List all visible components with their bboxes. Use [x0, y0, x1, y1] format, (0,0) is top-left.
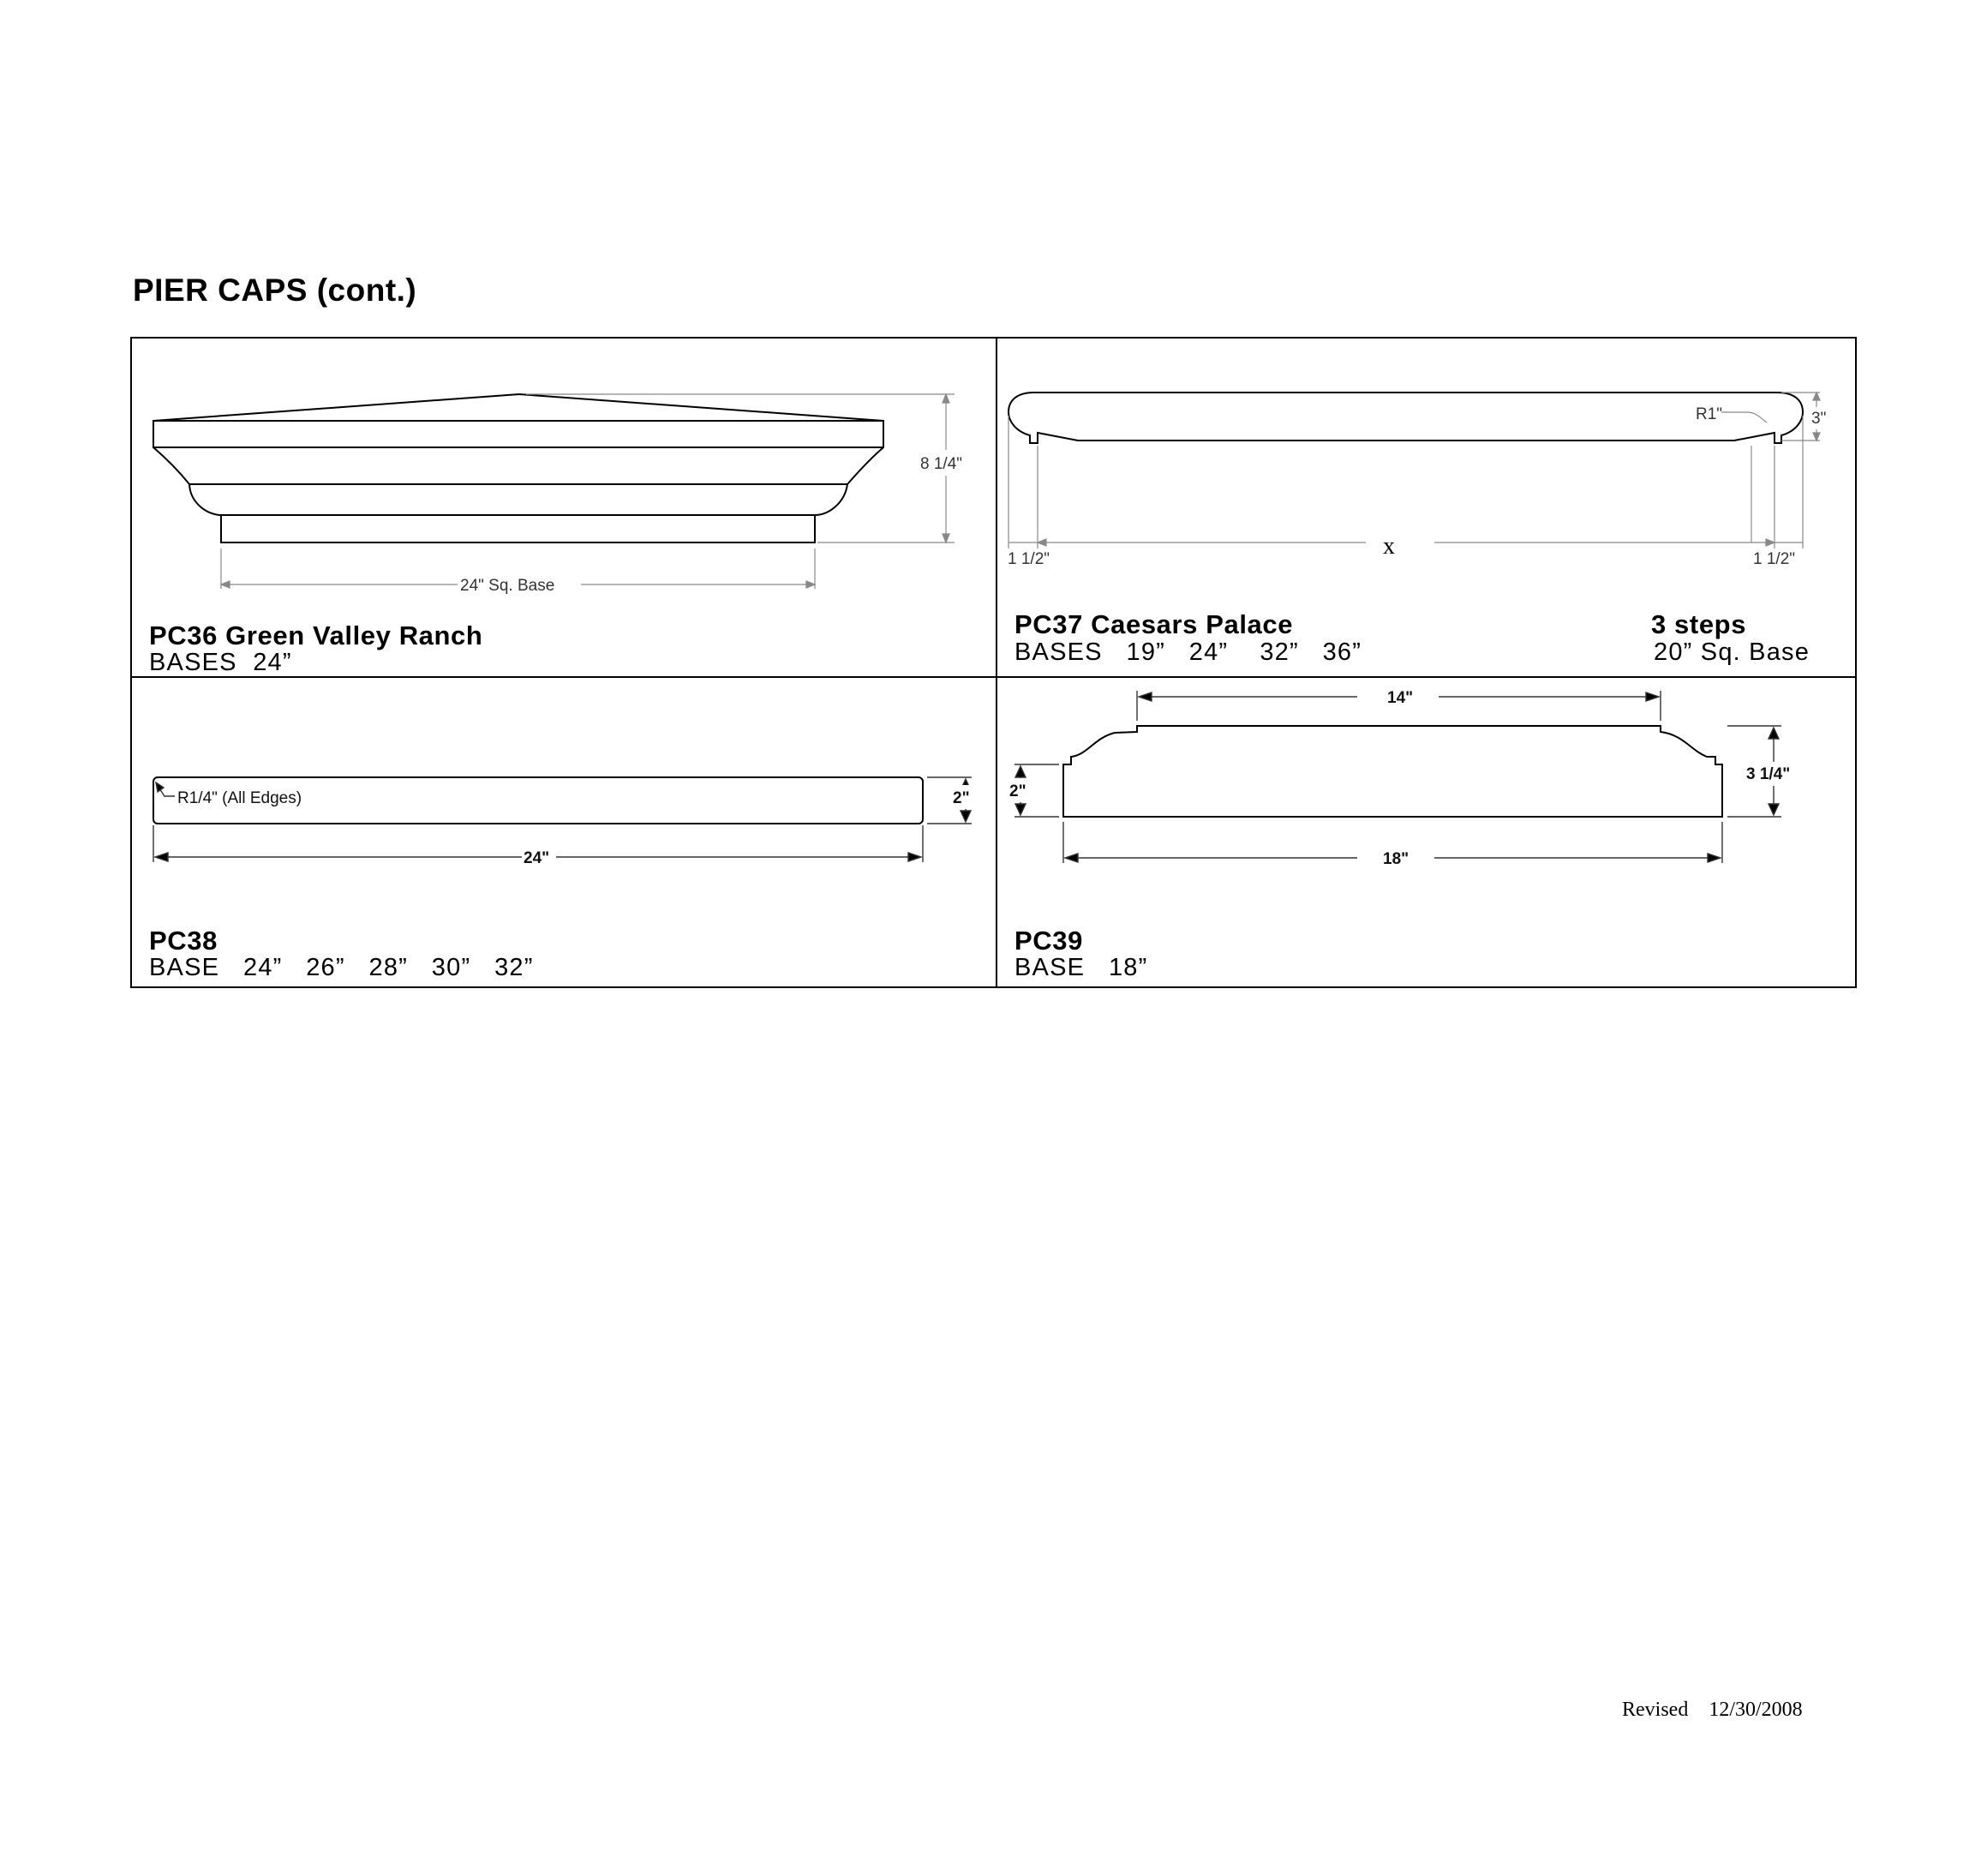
revised-note [1622, 1699, 1803, 1722]
pc39-profile [1063, 726, 1722, 817]
pc36-bases: BASES 24” [149, 649, 292, 676]
pc37-steps: 3 steps [1651, 609, 1747, 639]
pc37-height-dimension: 3" [1811, 410, 1827, 428]
pc39-cell [997, 678, 1857, 988]
pc37-cell [997, 339, 1857, 676]
pc39-title: PC39 [1014, 926, 1083, 956]
pc37-profile [1008, 393, 1803, 443]
pc37-x-label: x [1383, 533, 1395, 560]
pier-caps-table [130, 337, 1857, 988]
pc38-length-dimension: 24" [524, 849, 550, 867]
pc36-torus-molding [189, 484, 847, 515]
pc36-base-dimension: 24" Sq. Base [460, 577, 555, 595]
pc37-sq-base: 20” Sq. Base [1654, 638, 1810, 666]
pc37-bases: BASES 19” 24” 32” 36” [1014, 638, 1362, 666]
pc39-drawing [997, 678, 1857, 988]
pc36-height-dimension: 8 1/4" [920, 455, 963, 473]
revised-label: Revised [1622, 1699, 1689, 1721]
pc36-top-slab [153, 421, 883, 447]
revised-date: 12/30/2008 [1709, 1699, 1803, 1721]
pc36-cove-molding [153, 447, 883, 484]
pc39-right-dimension: 3 1/4" [1746, 765, 1791, 783]
pc39-left-dimension: 2" [1009, 782, 1026, 800]
pc36-base-block [221, 515, 815, 542]
pc36-roof-line [153, 394, 883, 421]
pc36-cell [132, 339, 996, 676]
pc36-title: PC36 Green Valley Ranch [149, 620, 483, 650]
pc37-right-offset: 1 1/2" [1753, 550, 1796, 568]
pc38-drawing [132, 678, 996, 988]
pc38-radius-label: R1/4" (All Edges) [177, 789, 302, 807]
pc38-title: PC38 [149, 926, 218, 956]
pc38-bases: BASE 24” 26” 28” 30” 32” [149, 954, 534, 981]
pc37-title: PC37 Caesars Palace [1014, 609, 1294, 639]
page-title: PIER CAPS (cont.) [133, 273, 417, 308]
pc39-bases: BASE 18” [1014, 954, 1148, 981]
pc38-height-dimension: 2" [953, 789, 970, 807]
pc39-top-dimension: 14" [1387, 689, 1414, 707]
pc37-left-offset: 1 1/2" [1008, 550, 1050, 568]
pc38-cell [132, 678, 996, 988]
pc37-radius-label: R1" [1696, 405, 1723, 423]
pc39-bottom-dimension: 18" [1383, 850, 1409, 868]
